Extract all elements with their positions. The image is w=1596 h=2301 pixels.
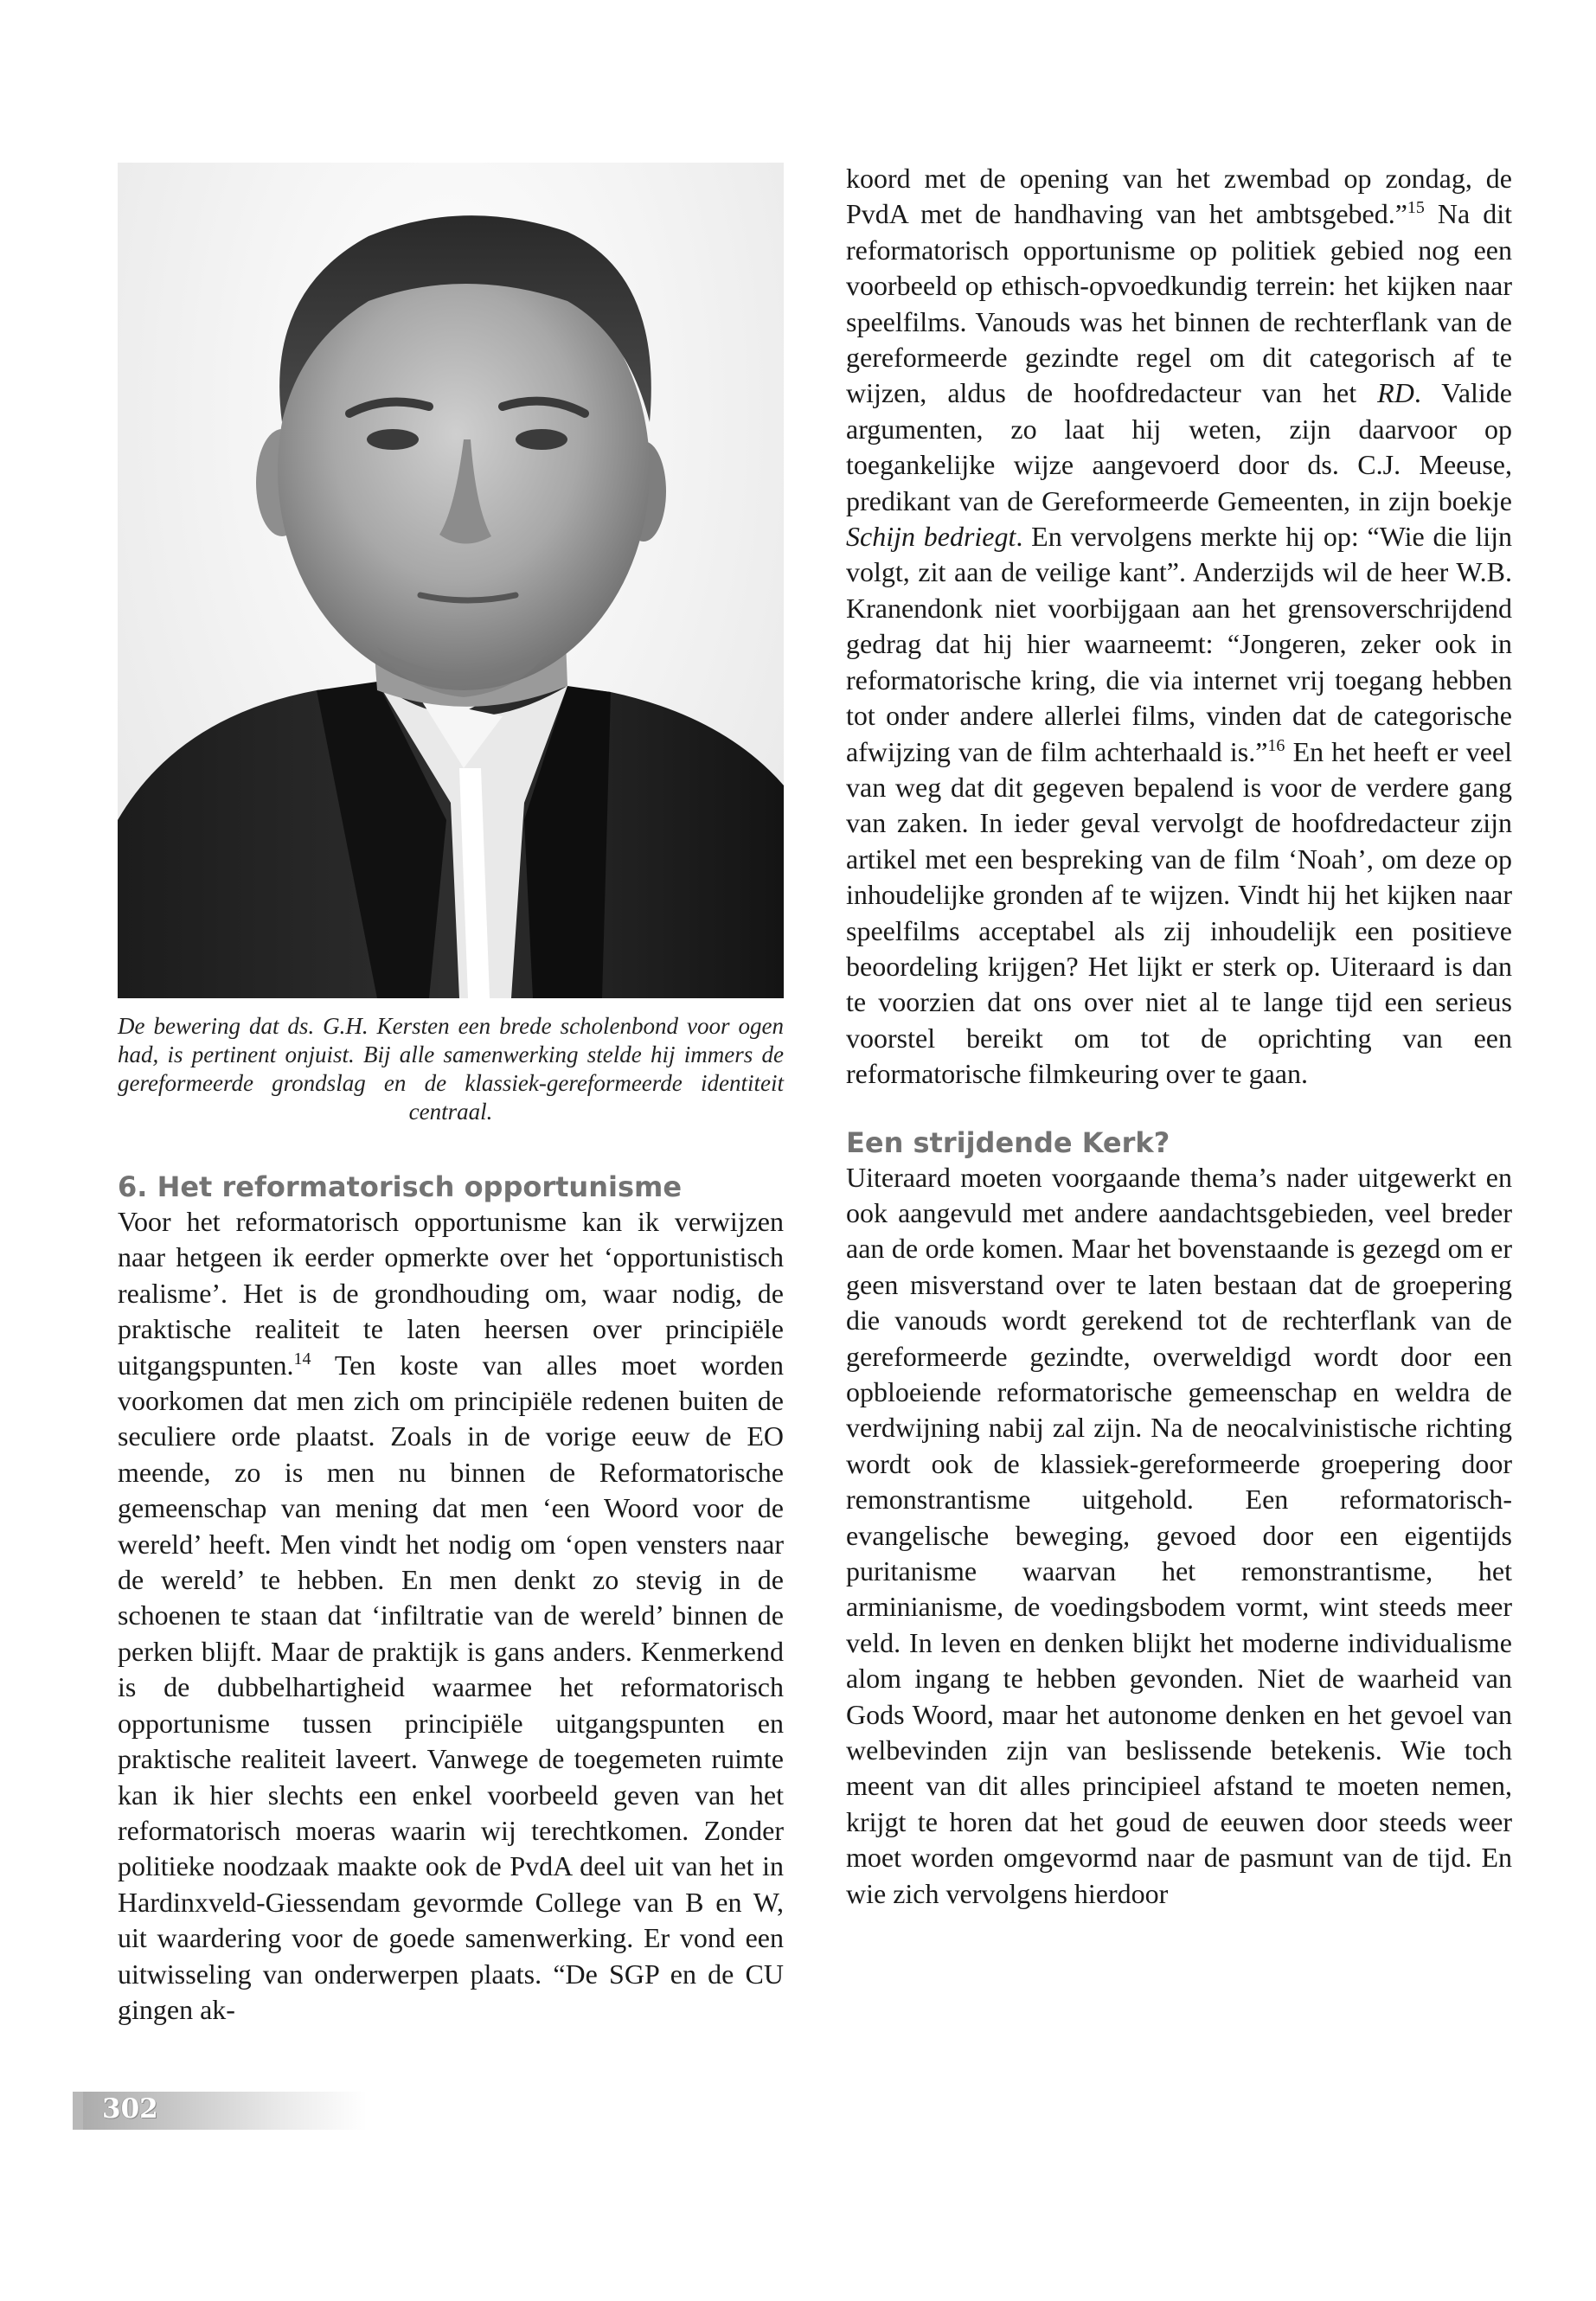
portrait-illustration (118, 163, 784, 998)
right-text-part4: . En vervolgens merkte hij op: “Wie die lijn volgt, zit aan de veilige kant”. Anderzijds wil de heer W.B. Kranendonk niet voorbijgaan aan het grensoverschrijdend gedrag dat hij hier waarneemt: “Jongeren, zeker ook in reformatorische kring, die via internet vrij toegang hebben tot onder andere allerlei films, vinden dat de categorische afwijzing van de film achterhaald is.” (846, 521, 1513, 767)
footnote-ref-16: 16 (1267, 735, 1285, 755)
page-number: 302 (102, 2093, 158, 2125)
right-text-part5: En het heeft er veel van weg dat dit gegeven bepalend is voor de verdere gang van zaken. In ieder geval vervolgt de hoofdredacteur zijn artikel met een bespreking van de film ‘Noah’, om deze op inhoudelijke gronden af te wijzen. Vindt hij het kijken naar speelfilms acceptabel als zij inhoudelijk een positieve beoordeling krijgen? Het lijkt er sterk op. Uiteraard is dan te voorzien dat ons over niet al te lange tijd een serieus voorstel bereikt om tot de oprichting van een reformatorische filmkeuring over te gaan. (846, 735, 1513, 1090)
section-heading-opportunisme: 6. Het reformatorisch opportunisme (118, 1170, 683, 1203)
folio-bar (73, 2092, 83, 2130)
portrait-photo (118, 163, 784, 998)
right-column (846, 161, 1512, 1912)
section-heading-strijdende-kerk: Een strijdende Kerk? (846, 1125, 1170, 1159)
footnote-ref-15: 15 (1407, 198, 1425, 218)
book-title: Schijn bedriegt (846, 521, 1016, 553)
right-paragraph-2: Uiteraard moeten voorgaande thema’s nader uitgewerkt en ook aangevuld met andere aandachtsgebieden, veel breder aan de orde komen. Maar het bovenstaande is gezegd om er geen misverstand over te laten bestaan dat de groepering die vanouds wordt gerekend tot de rechterflank van de gereformeerde gezindte, overweldigd wordt door een opbloeiende reformatorische gemeenschap en weldra de verdwijning nabij zal zijn. Na de neocalvinistische richting wordt ook de klassiek-gereformeerde groepering door remonstrantisme uitgehold. Een reformatorisch-evangelische beweging, gevoed door een eigentijds puritanisme waarvan het remonstrantisme, het arminianisme, de voedingsbodem vormt, wint steeds meer veld. In leven en denken blijkt het moderne individualisme alom ingang te hebben gevonden. Niet de waarheid van Gods Woord, maar het autonome denken en het gevoel van welbevinden zijn van beslissende betekenis. Wie toch meent van dit alles principieel afstand te moeten nemen, krijgt te horen dat het goud de eeuwen door steeds weer moet worden omgevormd naar de pasmunt van de tijd. En wie zich vervolgens hierdoor (846, 1161, 1512, 1909)
right-text-part2: Na dit reformatorisch opportunisme op politiek gebied nog een voorbeeld op ethisch-opvoedkundig terrein: het kijken naar speelfilms. Vanouds was het binnen de rechterflank van de gereformeerde gezindte regel om dit categorisch af te wijzen, aldus de hoofdredacteur van het (846, 198, 1512, 409)
left-text-part2: Ten koste van alles moet worden voorkomen dat men zich om principiële redenen buiten de seculiere orde plaatst. Zoals in de vorige eeuw de EO meende, zo is men nu binnen de Reformatorische gemeenschap van mening dat men ‘een Woord voor de wereld’ heeft. Men vindt het nodig om ‘open vensters naar de wereld’ te hebben. En men denkt zo stevig in de schoenen te staan dat ‘infiltratie van de wereld’ binnen de perken blijft. Maar de praktijk is gans anders. Kenmerkend is de dubbelhartigheid waarmee het reformatorisch opportunisme tussen principiële uitgangspunten en praktische realiteit laveert. Vanwege de toegemeten ruimte kan ik hier slechts een enkel voorbeeld geven van het reformatorisch moeras waarin wij terechtkomen. Zonder politieke noodzaak maakte ook de PvdA deel uit van het in Hardinxveld-Giessendam gevormde College van B en W, uit waardering voor de goede samenwerking. Er vond een uitwisseling van onderwerpen plaats. “De SGP en de CU gingen ak- (118, 1349, 784, 2025)
page-number-tab (73, 2092, 367, 2130)
left-paragraph (118, 1204, 784, 2028)
left-column (118, 163, 784, 2028)
right-text-part1: koord met de opening van het zwembad op zondag, de PvdA met de handhaving van het ambtsgebed.” (846, 163, 1512, 230)
right-paragraph-1 (846, 161, 1512, 1093)
left-text-part1: Voor het reformatorisch opportunisme kan ik verwijzen naar hetgeen ik eerder opmerkte over het ‘opportunistisch realisme’. Het is de grondhouding om, waar nodig, de praktische realiteit te laten heersen over principiële uitgangspunten. (118, 1206, 784, 1381)
photo-caption: De bewering dat ds. G.H. Kersten een brede scholenbond voor ogen had, is pertinent onjuist. Bij alle samenwerking stelde hij immers de gereformeerde grondslag en de klassiek-gereformeerde identiteit centraal. (118, 1013, 784, 1125)
right-text-part3: . Valide argumenten, zo laat hij weten, zijn daarvoor op toegankelijke wijze aangevoerd door ds. C.J. Meeuse, predikant van de Gereformeerde Gemeenten, in zijn boekje (846, 377, 1513, 516)
rd-abbreviation: RD (1377, 377, 1414, 409)
footnote-ref-14: 14 (293, 1349, 311, 1368)
